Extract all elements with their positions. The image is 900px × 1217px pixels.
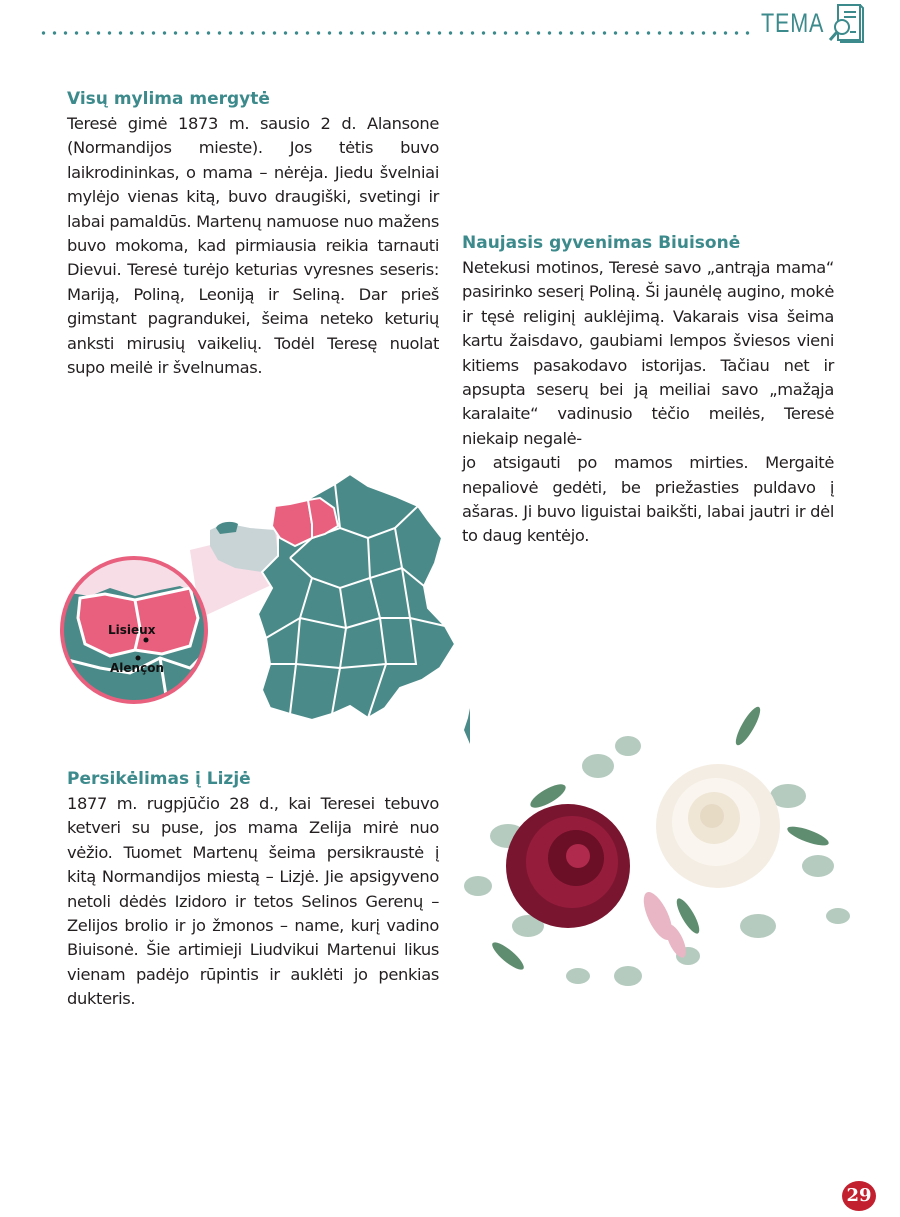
alencon-dot <box>136 656 141 661</box>
section-body: 1877 m. rugpjūčio 28 d., kai Teresei tebuvo ketveri su puse, jos mama Zelija mirė nuo vėžio. Tuomet Martenų šeima persikraustė į kitą Normandijos miestą – Lizjė. Jie apsigyveno netoli dėdės Izidoro ir tetos Selinos Gerenų – Zelijos brolio ir jo žmonos – name, kurį vadino Biuisonė. Šie artimieji Liudvikui Martenui likus vienam padėjo rūpintis ir auklėti jo penkias dukteris. <box>67 794 439 1009</box>
lisieux-label: Lisieux <box>108 623 156 637</box>
section-title: Persikėlimas į Lizjė <box>67 769 251 789</box>
section-body-continued: jo atsigauti po mamos mirties. Mergaitė nepaliovė gedėti, be priežasties puldavo į ašaras. Ji buvo liguistai baikšti, labai jautri ir dėl to daug kentėjo. <box>462 453 834 546</box>
france-map <box>50 468 470 758</box>
alencon-label: Alençon <box>110 661 164 675</box>
white-rose <box>656 764 780 888</box>
section-label: TEMA <box>761 8 825 38</box>
section-new-life <box>462 232 834 549</box>
section-title: Naujasis gyvenimas Biuisonė <box>462 233 741 253</box>
lisieux-dot <box>144 638 149 643</box>
flower-bouquet-illustration <box>448 686 858 1006</box>
document-search-icon <box>828 2 868 44</box>
section-beloved-girl <box>67 88 439 380</box>
section-body: Teresė gimė 1873 m. sausio 2 d. Alansone (Normandijos mieste). Jos tėtis buvo laikrodininkas, o mama – nėrėja. Jiedu švelniai mylėjo vienas kitą, buvo draugiški, svetingi ir labai pamaldūs. Martenų namuose nuo mažens buvo mokoma, kad pirmiausia reikia tarnauti Dievui. Teresė turėjo keturias vyresnes seseris: Mariją, Poliną, Leoniją ir Seliną. Dar prieš gimstant pagrandukei, šeima neteko keturių anksti mirusių vaikelių. Todėl Teresę nuolat supo meilė ir švelnumas. <box>67 114 439 378</box>
page-number: 29 <box>842 1181 876 1211</box>
header-dotted-rule <box>38 30 754 36</box>
section-body: Netekusi motinos, Teresė savo „antrąja mama“ pasirinko seserį Poliną. Ši jaunėlę augino, mokė ir tęsė religinį auklėjimą. Vakarais visa šeima kartu žaisdavo, gaubiami lempos šviesos vieni kitiems pasakodavo istorijas. Tačiau net ir apsupta seserų bei ją meiliai savo „mažąja karalaite“ vadinusio tėčio meilės, Teresė niekaip negalė- <box>462 258 834 448</box>
burgundy-peony <box>506 804 630 928</box>
section-move-to-lisieux <box>67 768 439 1012</box>
section-title: Visų mylima mergytė <box>67 89 270 109</box>
